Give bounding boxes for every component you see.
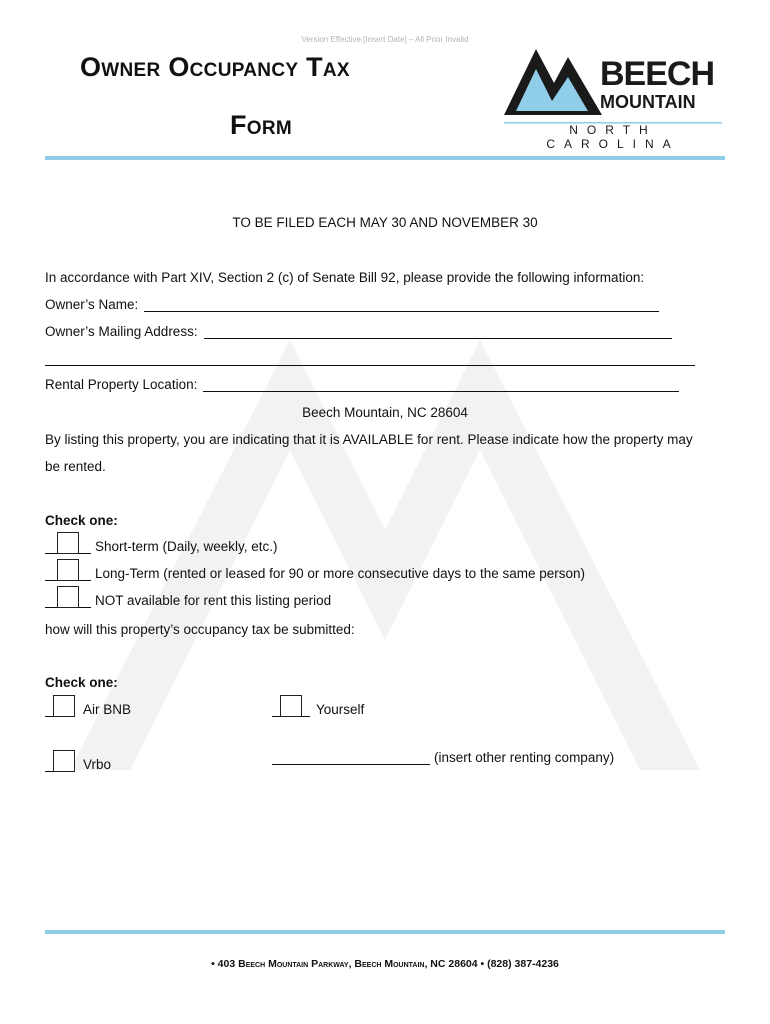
owner-name-row: [45, 297, 659, 312]
yourself-label: Yourself: [316, 702, 365, 717]
logo-word-north-carolina: NORTH CAROLINA: [546, 123, 680, 151]
intro-text: In accordance with Part XIV, Section 2 (c) of Senate Bill 92, please provide the following information:: [45, 270, 645, 285]
check-one-heading-2: Check one:: [45, 675, 118, 690]
long-term-checkbox[interactable]: [57, 559, 79, 581]
airbnb-checkbox[interactable]: [53, 695, 75, 717]
footer-divider: [45, 930, 725, 934]
availability-note-line1: By listing this property, you are indicating that it is AVAILABLE for rent. Please indicate how the property may: [45, 432, 693, 447]
mailing-address-field[interactable]: [204, 325, 672, 339]
vrbo-checkbox[interactable]: [53, 750, 75, 772]
footer-address: • 403 Beech Mountain Parkway, Beech Mountain, NC 28604 • (828) 387-4236: [211, 958, 559, 970]
logo-word-beech: BEECH: [600, 55, 715, 93]
mailing-address-label: Owner’s Mailing Address:: [45, 324, 198, 339]
tax-question: how will this property’s occupancy tax be submitted:: [45, 622, 355, 637]
long-term-label: Long-Term (rented or leased for 90 or more consecutive days to the same person): [95, 566, 585, 581]
other-company-label: (insert other renting company): [434, 750, 615, 765]
not-available-label: NOT available for rent this listing period: [95, 593, 332, 608]
rental-location-row: [45, 377, 679, 392]
owner-name-label: Owner’s Name:: [45, 297, 139, 312]
form-title-line2: Form: [230, 110, 293, 140]
option-vrbo: [45, 750, 111, 772]
logo-word-mountain: MOUNTAIN: [600, 92, 696, 112]
filing-note: TO BE FILED EACH MAY 30 AND NOVEMBER 30: [232, 215, 538, 230]
header-divider: [45, 156, 725, 160]
beech-mountain-logo: [500, 45, 725, 151]
option-not-available: [45, 586, 331, 608]
short-term-checkbox[interactable]: [57, 532, 79, 554]
mailing-address-row: [45, 324, 672, 339]
form-title-line1: Owner Occupancy Tax: [80, 52, 350, 82]
owner-name-field[interactable]: [144, 298, 659, 312]
not-available-checkbox[interactable]: [57, 586, 79, 608]
version-note: Version Effective [Insert Date] – All Prior Invalid: [301, 35, 469, 44]
other-company-field[interactable]: [272, 763, 430, 765]
rental-location-field[interactable]: [203, 378, 679, 392]
mailing-address-field-line2[interactable]: [45, 365, 695, 366]
option-yourself: [272, 695, 364, 717]
option-short-term: [45, 532, 278, 554]
vrbo-label: Vrbo: [83, 757, 112, 772]
option-airbnb: [45, 695, 131, 717]
town-line: Beech Mountain, NC 28604: [302, 405, 468, 420]
airbnb-label: Air BNB: [83, 702, 132, 717]
option-other-company: [272, 750, 614, 765]
rental-location-label: Rental Property Location:: [45, 377, 198, 392]
yourself-checkbox[interactable]: [280, 695, 302, 717]
short-term-label: Short-term (Daily, weekly, etc.): [95, 539, 278, 554]
availability-note-line2: be rented.: [45, 459, 106, 474]
check-one-heading-1: Check one:: [45, 513, 118, 528]
option-long-term: [45, 559, 585, 581]
